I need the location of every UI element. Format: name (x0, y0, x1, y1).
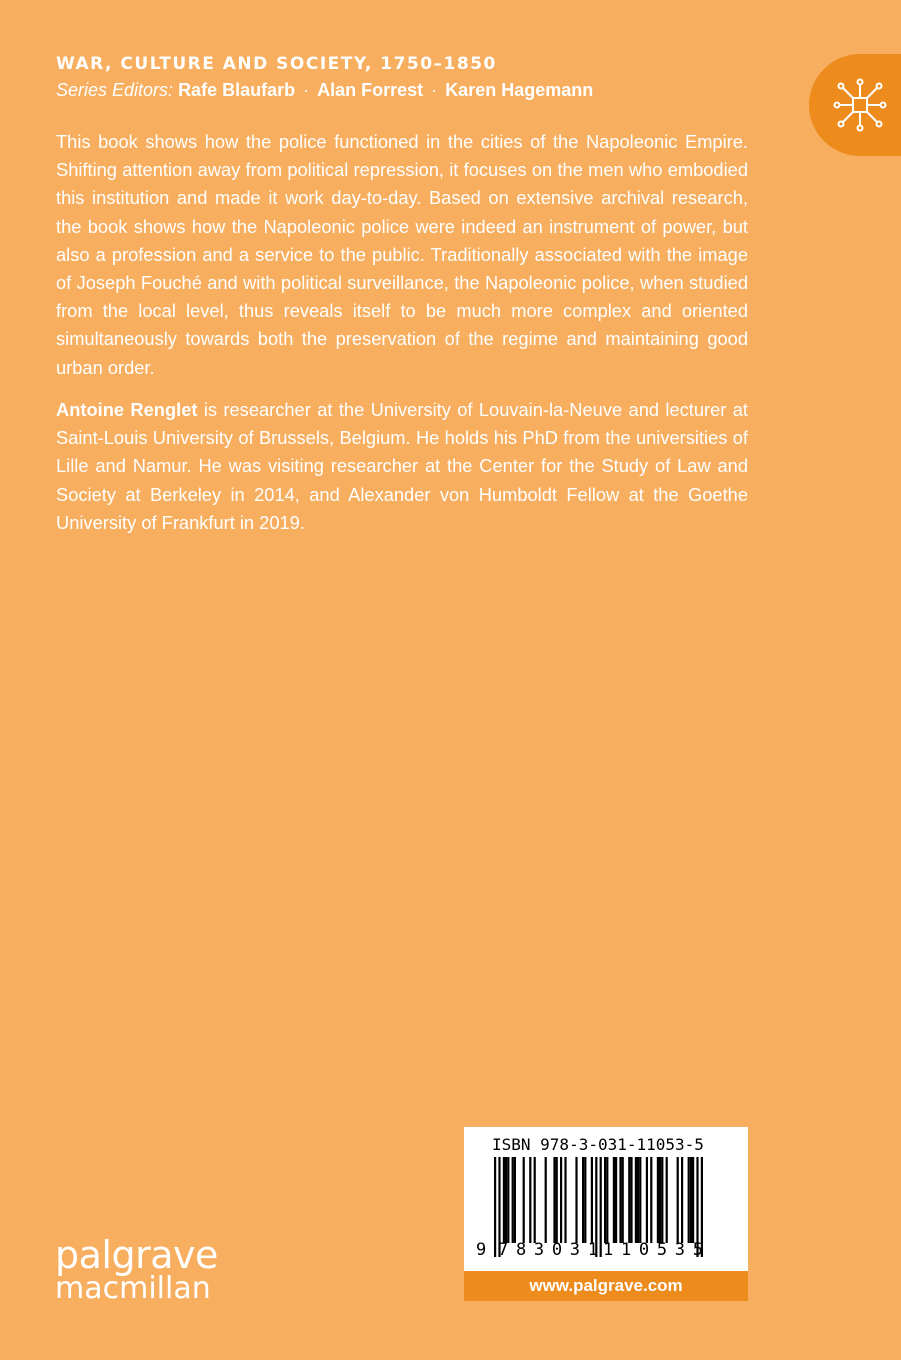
editor-separator: · (303, 80, 310, 100)
editor-name: Rafe Blaufarb (178, 80, 296, 100)
publisher-logo (55, 1235, 218, 1305)
barcode-bar (582, 1157, 584, 1243)
barcode-bar (622, 1157, 624, 1243)
barcode-bar (529, 1157, 531, 1243)
barcode-bar (575, 1157, 577, 1243)
publisher-logo-line1: palgrave (55, 1233, 218, 1277)
barcode-bar (637, 1157, 639, 1243)
barcode-bar (635, 1157, 637, 1243)
author-bio (56, 396, 748, 537)
series-editors (56, 77, 756, 103)
series-header (56, 52, 756, 103)
barcode-bar (512, 1157, 514, 1243)
author-bio-text: is researcher at the University of Louvain-la-Neuve and lecturer at Saint-Louis University of Brussels, Belgium. He holds his PhD from the universities of Lille and Namur. He was visiting researcher at the Center for the Study of Law and Society at Berkeley in 2014, and Alexander von Humboldt Fellow at the Goethe University of Frankfurt in 2019. (56, 399, 749, 533)
barcode-bar (657, 1157, 659, 1243)
editor-name: Alan Forrest (317, 80, 424, 100)
barcode-bar (688, 1157, 690, 1243)
isbn-label: ISBN 978-3-031-11053-5 (492, 1135, 704, 1154)
barcode-bar (494, 1157, 496, 1257)
barcode-bar (690, 1157, 692, 1243)
series-badge (809, 54, 901, 156)
barcode-bar (613, 1157, 615, 1243)
editors-label: Series Editors: (56, 80, 174, 100)
network-snowflake-icon (831, 76, 889, 134)
barcode-bar (628, 1157, 630, 1243)
barcode-bar (630, 1157, 632, 1243)
barcode-bar (619, 1157, 621, 1243)
editor-separator: · (431, 80, 438, 100)
book-description: This book shows how the police functioned in the cities of the Napoleonic Empire. Shifting attention away from political repression, it focuses on the men who embodied this institution and made it work day-to-day. Based on extensive archival research, the book shows how the Napoleonic police were indeed an instrument of power, but also a profession and a service to the public. Traditionally associated with the image of Joseph Fouché and with political surveillance, the Napoleonic police, when studied from the local level, thus reveals itself to be much more complex and oriented simultaneously towards both the preservation of the regime and maintaining good urban order. (56, 131, 748, 378)
barcode-first-digit: 9 (476, 1240, 487, 1260)
isbn-barcode (464, 1127, 748, 1271)
barcode-bar (545, 1157, 547, 1243)
barcode-bar (560, 1157, 562, 1243)
barcode-bar (564, 1157, 566, 1243)
barcode-bar (523, 1157, 525, 1243)
barcode-bar (677, 1157, 679, 1243)
barcode-bar (600, 1157, 602, 1257)
barcode-bar (553, 1157, 555, 1243)
barcode-right-digits: 110535 (603, 1240, 703, 1260)
barcode-bar (604, 1157, 606, 1243)
series-title: WAR, CULTURE AND SOCIETY, 1750–1850 (56, 54, 497, 74)
barcode-bar (503, 1157, 505, 1243)
barcode-bar (534, 1157, 536, 1243)
publisher-website (464, 1271, 748, 1301)
barcode-bar (606, 1157, 608, 1243)
barcode-bar (507, 1157, 509, 1243)
barcode-bar (514, 1157, 516, 1243)
barcode-bar (591, 1157, 593, 1243)
barcode-bar (661, 1157, 663, 1243)
barcode-bar (659, 1157, 661, 1243)
barcode-bar (615, 1157, 617, 1243)
barcode-left-digits: 783031 (498, 1240, 598, 1260)
barcode-bar (646, 1157, 648, 1243)
publisher-logo-line2: macmillan (55, 1271, 211, 1306)
barcode-bar (639, 1157, 641, 1243)
barcode-bar (650, 1157, 652, 1243)
editor-name: Karen Hagemann (445, 80, 594, 100)
barcode-bar (505, 1157, 507, 1243)
publisher-website-url: www.palgrave.com (529, 1276, 683, 1295)
barcode-bar (556, 1157, 558, 1243)
barcode-bar (692, 1157, 694, 1243)
author-name: Antoine Renglet (56, 399, 198, 420)
barcode-bar (681, 1157, 683, 1243)
barcode-bar (584, 1157, 586, 1243)
barcode-bar (666, 1157, 668, 1243)
